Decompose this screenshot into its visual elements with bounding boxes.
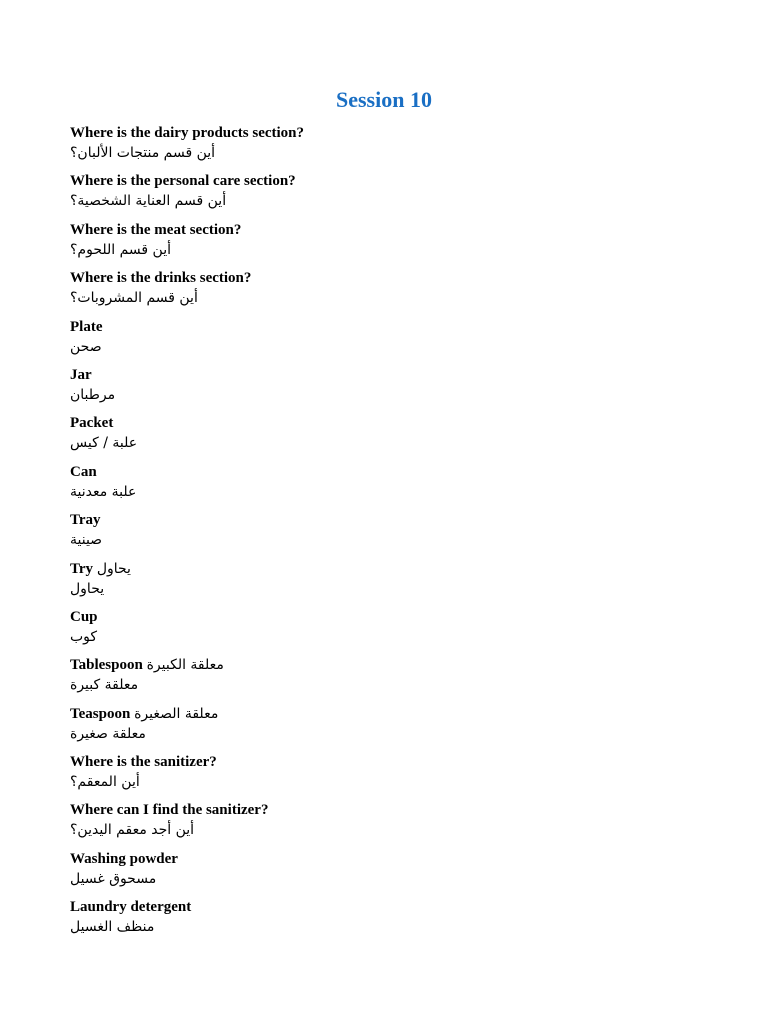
- arabic-translation: مسحوق غسيل: [70, 870, 157, 887]
- english-text: Cup: [70, 608, 98, 625]
- arabic-translation: أين قسم اللحوم؟: [70, 241, 172, 258]
- english-line: [70, 656, 710, 675]
- english-line: [70, 560, 710, 579]
- inline-arabic-note: يحاول: [96, 560, 131, 577]
- arabic-translation: صحن: [70, 338, 102, 355]
- vocab-entry: [70, 898, 710, 946]
- arabic-translation: مرطبان: [70, 386, 116, 403]
- vocab-entry: [70, 801, 710, 849]
- arabic-translation: منظف الغسيل: [70, 919, 155, 936]
- english-line: [70, 124, 710, 143]
- english-text: Where is the personal care section?: [70, 173, 296, 190]
- english-line: [70, 608, 710, 627]
- english-text: Where is the drinks section?: [70, 270, 252, 287]
- arabic-translation: معلقة كبيرة: [70, 677, 139, 694]
- english-line: [70, 318, 710, 337]
- english-line: [70, 366, 710, 385]
- vocab-entry: [70, 656, 710, 704]
- english-line: [70, 269, 710, 288]
- english-line: [70, 898, 710, 917]
- arabic-translation: علبة معدنية: [70, 483, 137, 500]
- english-text: Where is the sanitizer?: [70, 754, 217, 771]
- vocab-entry: [70, 850, 710, 898]
- arabic-translation: أين قسم منتجات الألبان؟: [70, 145, 216, 161]
- vocab-entry: [70, 124, 710, 172]
- english-line: [70, 221, 710, 240]
- english-text: Packet: [70, 415, 114, 432]
- english-text: Tablespoon: [70, 657, 143, 674]
- english-line: [70, 463, 710, 482]
- english-text: Where is the meat section?: [70, 221, 242, 238]
- vocab-entry: [70, 608, 710, 656]
- inline-arabic-note: معلقة الكبيرة: [146, 657, 224, 674]
- vocab-entry: [70, 560, 710, 608]
- english-text: Jar: [70, 366, 92, 383]
- arabic-translation: يحاول: [70, 580, 105, 597]
- vocab-entry: [70, 172, 710, 220]
- vocab-entry: [70, 753, 710, 801]
- english-line: [70, 172, 710, 191]
- english-text: Laundry detergent: [70, 899, 192, 916]
- page-title: Session 10: [336, 87, 432, 112]
- english-text: Washing powder: [70, 850, 178, 867]
- english-text: Can: [70, 463, 97, 480]
- vocabulary-list: [70, 124, 710, 947]
- english-text: Tray: [70, 512, 101, 529]
- vocab-entry: [70, 511, 710, 559]
- vocab-entry: [70, 705, 710, 753]
- english-line: [70, 511, 710, 530]
- english-line: [70, 801, 710, 820]
- vocab-entry: [70, 463, 710, 511]
- arabic-translation: كوب: [70, 628, 98, 645]
- english-text: Where is the dairy products section?: [70, 125, 305, 141]
- vocab-entry: [70, 414, 710, 462]
- inline-arabic-note: معلقة الصغيرة: [134, 705, 219, 722]
- vocab-entry: [70, 269, 710, 317]
- arabic-translation: أين المعقم؟: [70, 774, 140, 791]
- english-text: Plate: [70, 318, 103, 335]
- vocab-entry: [70, 366, 710, 414]
- arabic-translation: علبة / كيس: [70, 435, 138, 452]
- english-line: [70, 705, 710, 724]
- arabic-translation: صينية: [70, 532, 103, 549]
- english-text: Where can I find the sanitizer?: [70, 802, 269, 819]
- arabic-translation: أين قسم المشروبات؟: [70, 290, 198, 307]
- vocab-entry: [70, 221, 710, 269]
- vocab-entry: [70, 318, 710, 366]
- arabic-translation: معلقة صغيرة: [70, 725, 146, 742]
- arabic-translation: أين أجد معقم اليدين؟: [70, 822, 195, 839]
- english-line: [70, 850, 710, 869]
- arabic-translation: أين قسم العناية الشخصية؟: [70, 193, 227, 210]
- english-text: Try: [70, 560, 94, 577]
- english-line: [70, 753, 710, 772]
- english-text: Teaspoon: [70, 705, 131, 722]
- english-line: [70, 414, 710, 433]
